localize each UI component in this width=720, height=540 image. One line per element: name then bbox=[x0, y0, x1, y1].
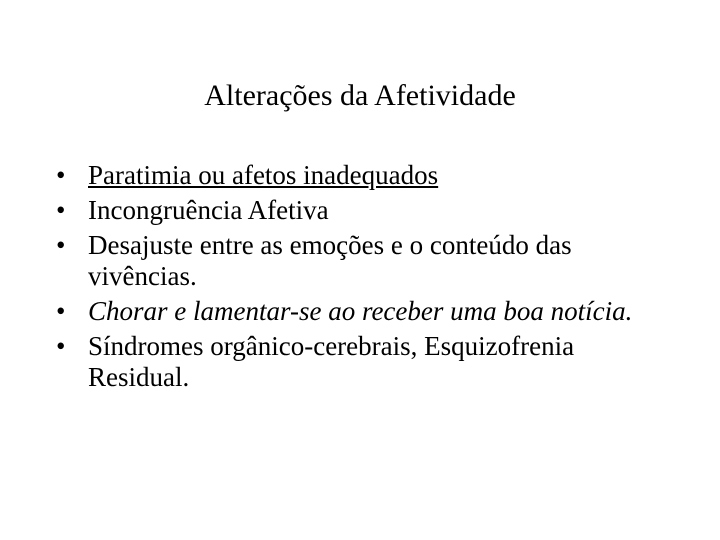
slide-title: Alterações da Afetividade bbox=[204, 79, 516, 112]
bullet-text: Síndromes orgânico-cerebrais, Esquizofrenia Residual. bbox=[88, 331, 575, 392]
bullet-dot-icon: • bbox=[56, 160, 66, 190]
bullet-item-paratimia bbox=[56, 160, 676, 191]
bullet-dot-icon: • bbox=[56, 195, 66, 225]
bullet-text: Desajuste entre as emoções e o conteúdo das vivências. bbox=[88, 230, 572, 291]
bullet-item-chorar bbox=[56, 296, 676, 327]
bullet-item-desajuste bbox=[56, 230, 676, 292]
bullet-dot-icon: • bbox=[56, 331, 66, 361]
bullet-dot-icon: • bbox=[56, 296, 66, 326]
bullet-text: Incongruência Afetiva bbox=[88, 195, 329, 225]
bullet-text: Chorar e lamentar-se ao receber uma boa notícia. bbox=[88, 296, 633, 326]
bullet-text: Paratimia ou afetos inadequados bbox=[88, 160, 439, 190]
bullet-list bbox=[56, 160, 676, 397]
bullet-item-incongruencia bbox=[56, 195, 676, 226]
bullet-item-sindromes bbox=[56, 331, 676, 393]
bullet-dot-icon: • bbox=[56, 230, 66, 260]
